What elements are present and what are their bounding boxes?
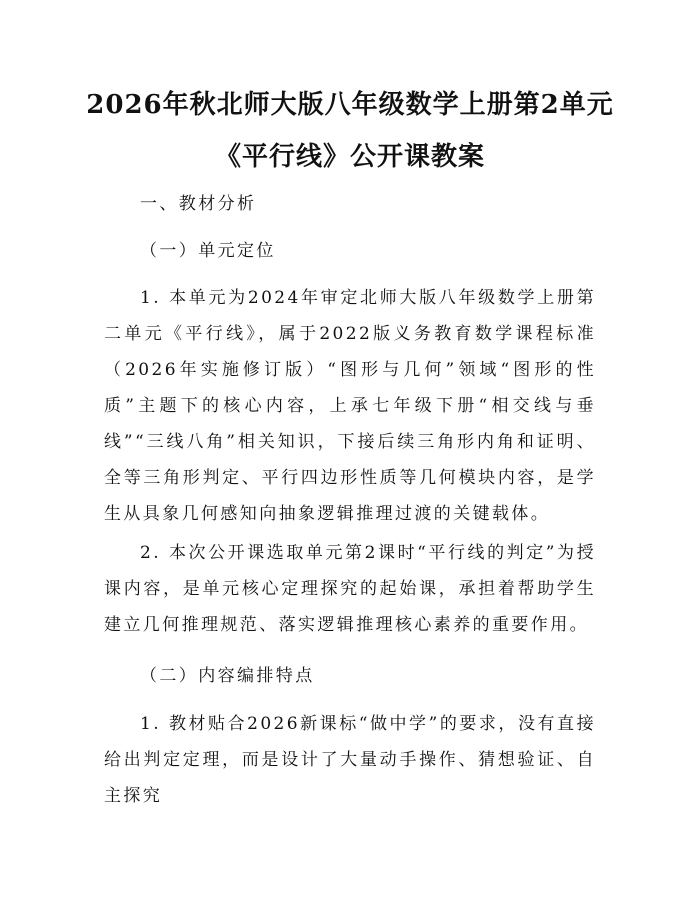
section-heading-textbook-analysis: 一、教材分析 — [140, 194, 257, 214]
subsection-heading-unit-positioning: （一）单元定位 — [140, 241, 276, 261]
paragraph-content-features-1: 1. 教材贴合2026新课标“做中学”的要求，没有直接给出判定定理，而是设计了大量动手操作、猜想验证、自主探究 — [104, 714, 596, 806]
paragraph-unit-positioning-2: 2. 本次公开课选取单元第2课时“平行线的判定”为授课内容，是单元核心定理探究的起始课，承担着帮助学生建立几何推理规范、落实逻辑推理核心素养的重要作用。 — [104, 543, 596, 635]
document-title-line-1: 2026年秋北师大版八年级数学上册第2单元 — [86, 90, 614, 120]
paragraph-unit-positioning-1: 1. 本单元为2024年审定北师大版八年级数学上册第二单元《平行线》，属于2022版义务教育数学课程标准（2026年实施修订版）“图形与几何”领域“图形的性质”主题下的核心内容，上承七年级下册“相交线与垂线”“三线八角”相关知识，下接后续三角形内角和证明、全等三角形判定、平行四边形性质等几何模块内容，是学生从具象几何感知向抽象逻辑推理过渡的关键载体。 — [104, 288, 596, 524]
document-title-line-2: 《平行线》公开课教案 — [214, 142, 485, 172]
subsection-heading-content-features: （二）内容编排特点 — [140, 666, 315, 686]
